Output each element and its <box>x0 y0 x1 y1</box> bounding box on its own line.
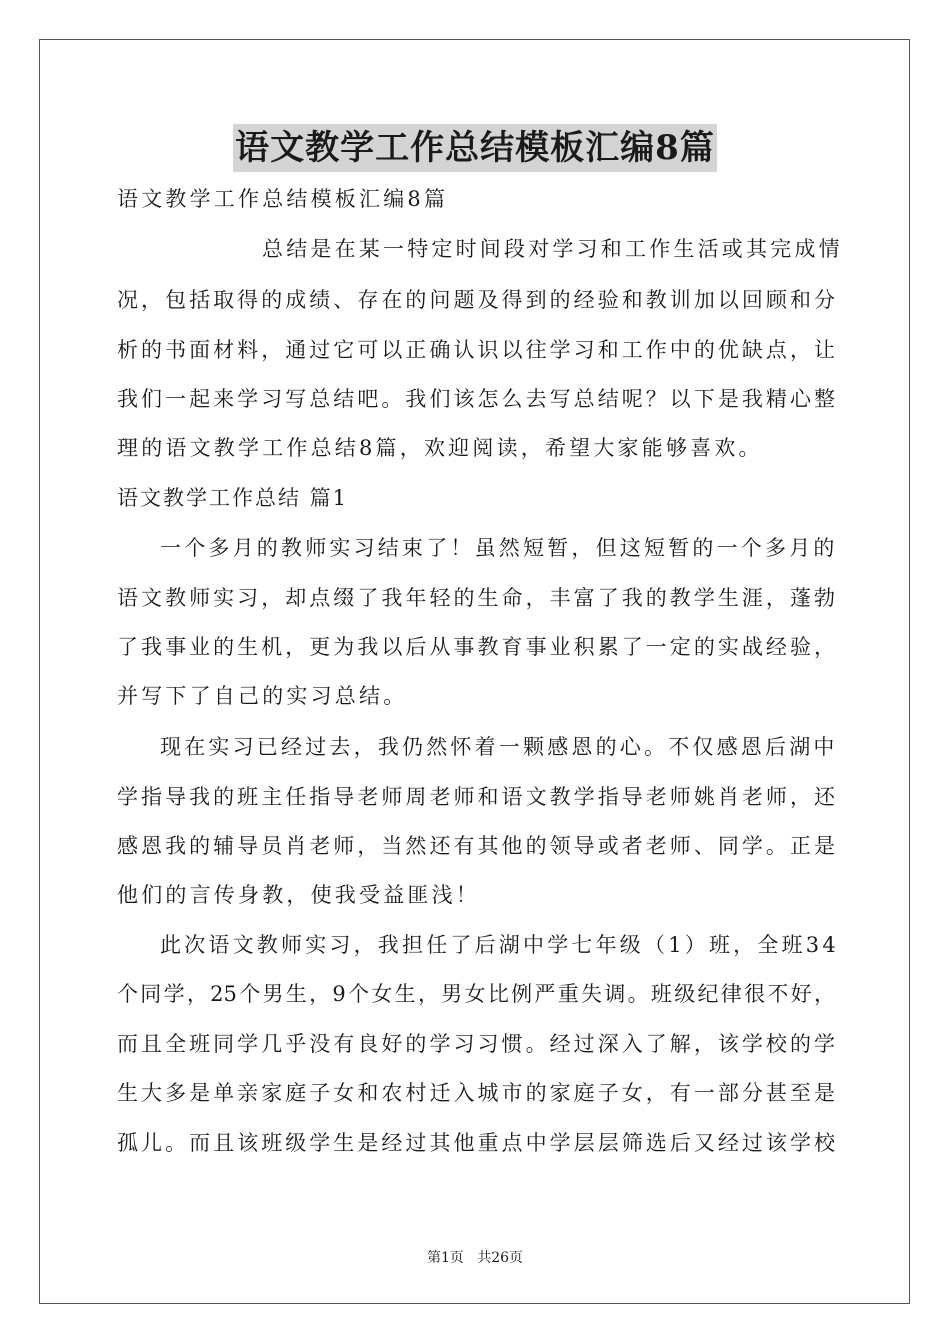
page-footer: 第1页 共26页 <box>426 1250 524 1266</box>
paragraph-line: 学指导我的班主任指导老师周老师和语文教学指导老师姚肖老师，还 <box>117 785 835 809</box>
paragraph-line: 孤儿。而且该班级学生是经过其他重点中学层层筛选后又经过该学校 <box>117 1131 835 1155</box>
paragraph-line: 了我事业的生机，更为我以后从事教育事业积累了一定的实战经验， <box>117 635 835 659</box>
paragraph-line: 现在实习已经过去，我仍然怀着一颗感恩的心。不仅感恩后湖中 <box>160 735 838 759</box>
paragraph-line: 他们的言传身教，使我受益匪浅！ <box>117 883 480 907</box>
document-title: 语文教学工作总结模板汇编8篇 <box>233 124 717 172</box>
paragraph-line: 并写下了自己的实习总结。 <box>117 684 408 708</box>
paragraph-line: 一个多月的教师实习结束了！虽然短暂，但这短暂的一个多月的 <box>160 536 838 560</box>
intro-line: 析的书面材料，通过它可以正确认识以往学习和工作中的优缺点，让 <box>117 338 835 362</box>
paragraph-line: 此次语文教师实习，我担任了后湖中学七年级（1）班，全班34 <box>160 933 839 957</box>
page-border <box>39 39 910 1304</box>
document-subtitle: 语文教学工作总结模板汇编8篇 <box>117 187 449 211</box>
paragraph-line: 语文教师实习，却点缀了我年轻的生命，丰富了我的教学生涯，蓬勃 <box>117 586 835 610</box>
paragraph-line: 感恩我的辅导员肖老师，当然还有其他的领导或者老师、同学。正是 <box>117 834 835 858</box>
paragraph-line: 生大多是单亲家庭子女和农村迁入城市的家庭子女，有一部分甚至是 <box>117 1081 835 1105</box>
intro-line: 总结是在某一特定时间段对学习和工作生活或其完成情 <box>262 237 843 261</box>
intro-line: 况，包括取得的成绩、存在的问题及得到的经验和教训加以回顾和分 <box>117 288 835 312</box>
intro-line: 理的语文教学工作总结8篇，欢迎阅读，希望大家能够喜欢。 <box>117 436 763 460</box>
paragraph-line: 个同学，25个男生，9个女生，男女比例严重失调。班级纪律很不好， <box>117 982 835 1006</box>
title-container <box>0 124 950 172</box>
paragraph-line: 而且全班同学几乎没有良好的学习习惯。经过深入了解，该学校的学 <box>117 1032 835 1056</box>
section-heading: 语文教学工作总结 篇1 <box>117 486 349 510</box>
intro-line: 我们一起来学习写总结吧。我们该怎么去写总结呢？以下是我精心整 <box>117 387 835 411</box>
